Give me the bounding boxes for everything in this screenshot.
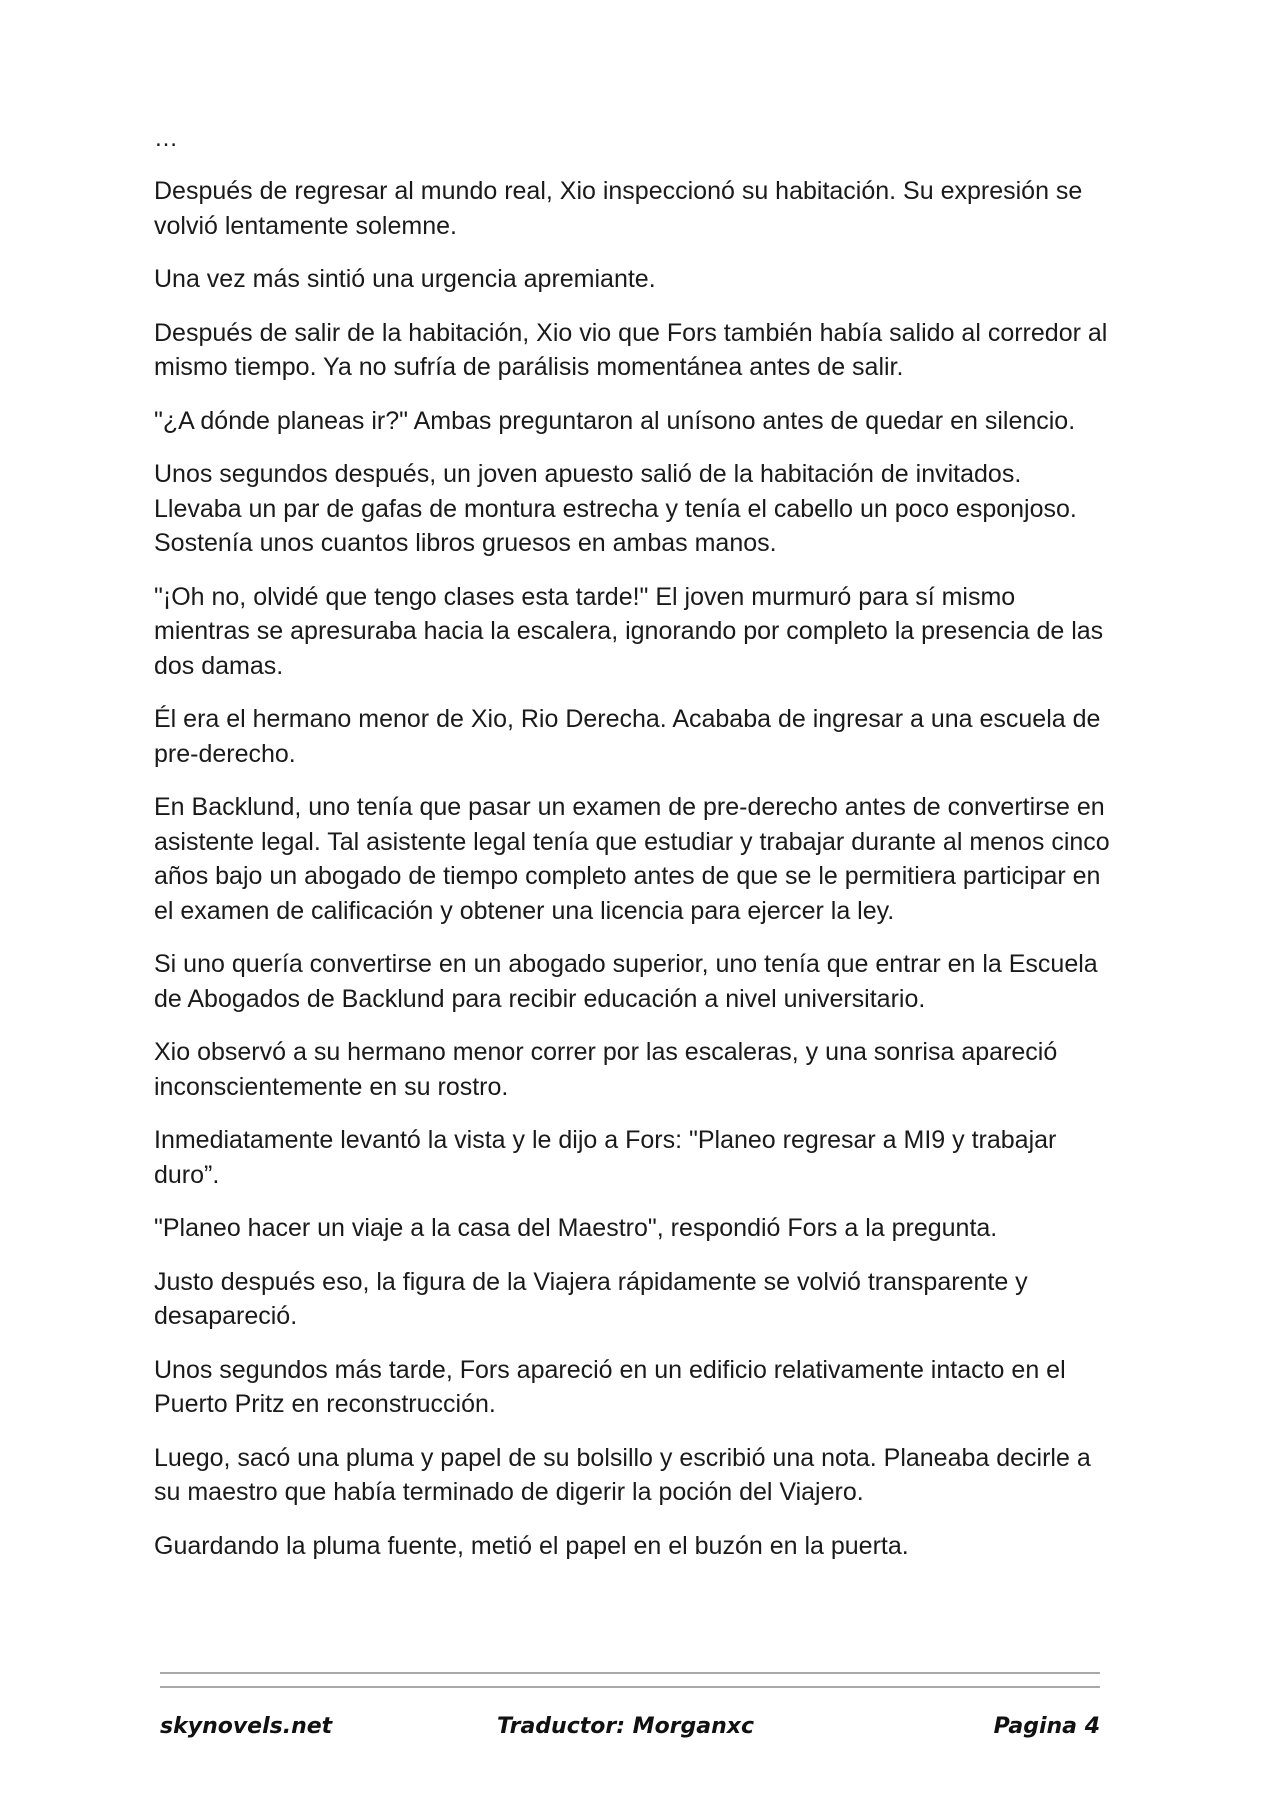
- page-footer: [160, 1714, 1100, 1748]
- paragraph: Él era el hermano menor de Xio, Rio Derecha. Acababa de ingresar a una escuela de pre-derecho.: [154, 705, 1101, 768]
- footer-site-name: skynovels.net: [160, 1714, 333, 1739]
- paragraph: En Backlund, uno tenía que pasar un examen de pre-derecho antes de convertirse en asistente legal. Tal asistente legal tenía que estudiar y trabajar durante al menos cinco años bajo un abogado de tiempo completo antes de que se le permitiera participar en el examen de calificación y obtener una licencia para ejercer la ley.: [154, 793, 1110, 925]
- footer-translator: Traductor: Morganxc: [497, 1714, 755, 1739]
- paragraph: Después de regresar al mundo real, Xio inspeccionó su habitación. Su expresión se volvió lentamente solemne.: [154, 177, 1083, 240]
- divider-line: [160, 1686, 1100, 1688]
- paragraph: Unos segundos más tarde, Fors apareció en un edificio relativamente intacto en el Puerto Pritz en reconstrucción.: [154, 1355, 1066, 1418]
- divider-line: [160, 1672, 1100, 1674]
- footer-page-number: Pagina 4: [993, 1714, 1100, 1739]
- paragraph: Guardando la pluma fuente, metió el papel en el buzón en la puerta.: [154, 1531, 909, 1560]
- paragraph: Si uno quería convertirse en un abogado superior, uno tenía que entrar en la Escuela de Abogados de Backlund para recibir educación a nivel universitario.: [154, 950, 1098, 1013]
- footer-divider: [160, 1672, 1100, 1688]
- paragraph: "¡Oh no, olvidé que tengo clases esta tarde!" El joven murmuró para sí mismo mientras se apresuraba hacia la escalera, ignorando por completo la presencia de las dos damas.: [154, 582, 1104, 680]
- paragraph: "Planeo hacer un viaje a la casa del Maestro", respondió Fors a la pregunta.: [154, 1214, 998, 1242]
- paragraph: Xio observó a su hermano menor correr por las escaleras, y una sonrisa apareció inconscientemente en su rostro.: [154, 1038, 1058, 1101]
- paragraph: Inmediatamente levantó la vista y le dijo a Fors: "Planeo regresar a MI9 y trabajar duro”.: [154, 1126, 1057, 1189]
- paragraph: "¿A dónde planeas ir?" Ambas preguntaron al unísono antes de quedar en silencio.: [154, 406, 1076, 435]
- paragraph: Después de salir de la habitación, Xio vio que Fors también había salido al corredor al mismo tiempo. Ya no sufría de parálisis momentánea antes de salir.: [154, 318, 1108, 381]
- paragraph: Una vez más sintió una urgencia apremiante.: [154, 265, 656, 293]
- paragraph: Justo después eso, la figura de la Viajera rápidamente se volvió transparente y desapareció.: [154, 1267, 1028, 1330]
- paragraph: Luego, sacó una pluma y papel de su bolsillo y escribió una nota. Planeaba decirle a su maestro que había terminado de digerir la poción del Viajero.: [154, 1443, 1091, 1506]
- ellipsis-marker: …: [154, 125, 178, 152]
- paragraph: Unos segundos después, un joven apuesto salió de la habitación de invitados. Llevaba un par de gafas de montura estrecha y tenía el cabello un poco esponjoso. Sostenía unos cuantos libros gruesos en ambas manos.: [154, 460, 1077, 557]
- document-body: [154, 122, 1114, 1582]
